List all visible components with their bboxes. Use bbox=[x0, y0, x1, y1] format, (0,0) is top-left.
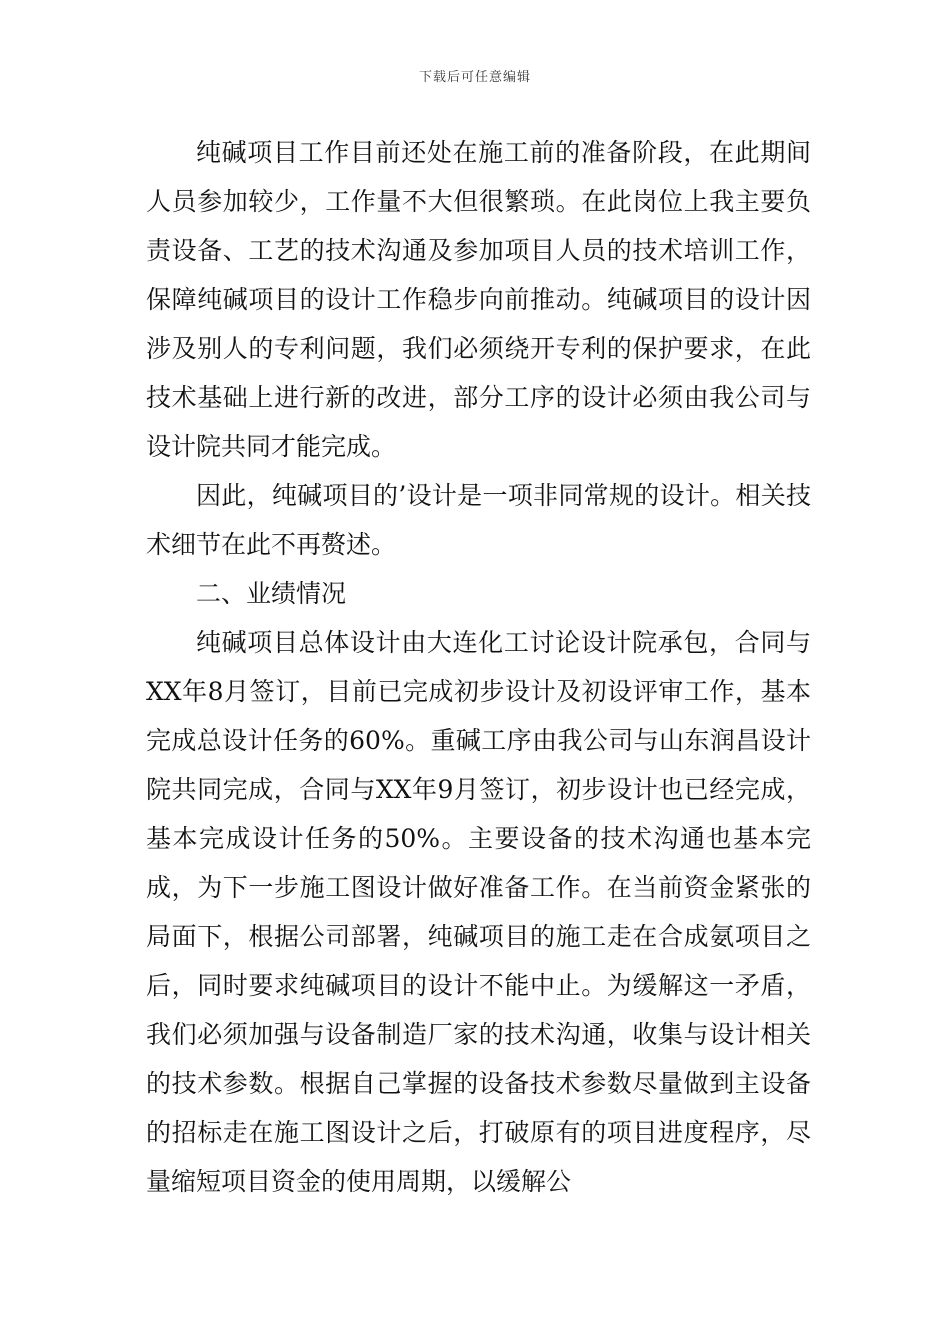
paragraph-2: 因此，纯碱项目的’设计是一项非同常规的设计。相关技术细节在此不再赘述。 bbox=[146, 481, 811, 559]
document-body bbox=[146, 128, 811, 1206]
section-heading-performance: 二、业绩情况 bbox=[196, 579, 347, 608]
paragraph-3: 纯碱项目总体设计由大连化工讨论设计院承包，合同与XX年8月签订，目前已完成初步设计及初设评审工作，基本完成总设计任务的60%。重碱工序由我公司与山东润昌设计院共同完成，合同与XX年9月签订，初步设计也已经完成，基本完成设计任务的50%。主要设备的技术沟通也基本完成，为下一步施工图设计做好准备工作。在当前资金紧张的局面下，根据公司部署，纯碱项目的施工走在合成氨项目之后，同时要求纯碱项目的设计不能中止。为缓解这一矛盾，我们必须加强与设备制造厂家的技术沟通，收集与设计相关的技术参数。根据自己掌握的设备技术参数尽量做到主设备的招标走在施工图设计之后，打破原有的项目进度程序，尽量缩短项目资金的使用周期，以缓解公 bbox=[146, 628, 811, 1196]
paragraph-1: 纯碱项目工作目前还处在施工前的准备阶段，在此期间人员参加较少，工作量不大但很繁琐。在此岗位上我主要负责设备、工艺的技术沟通及参加项目人员的技术培训工作，保障纯碱项目的设计工作稳步向前推动。纯碱项目的设计因涉及别人的专利问题，我们必须绕开专利的保护要求，在此技术基础上进行新的改进，部分工序的设计必须由我公司与设计院共同才能完成。 bbox=[146, 138, 811, 461]
page-header-note: 下载后可任意编辑 bbox=[418, 70, 531, 85]
